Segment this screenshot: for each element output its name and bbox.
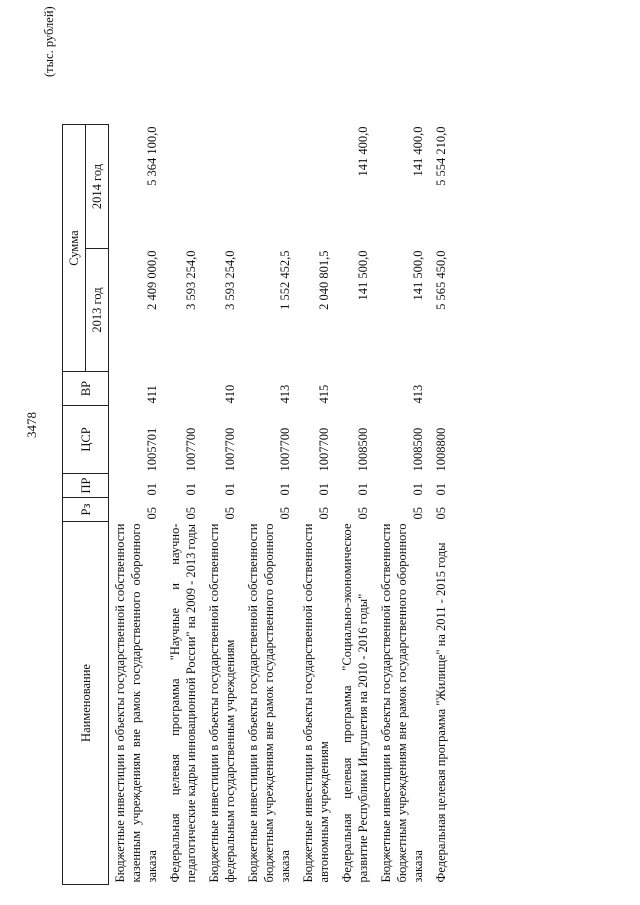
- row-2013: 141 500,0: [411, 250, 425, 301]
- row-2013: 2 040 801,5: [317, 250, 331, 310]
- row-pr: 01: [356, 483, 370, 496]
- row-2014: 141 400,0: [356, 126, 370, 177]
- row-rz: 05: [411, 507, 425, 520]
- page-number: 3478: [24, 412, 39, 438]
- row-vr: 415: [317, 384, 331, 404]
- units-note: (тыс. рублей): [42, 6, 56, 77]
- row-csr: 1007700: [278, 427, 292, 472]
- row-name: Бюджетные инвестиции в объекты государственной собственности бюджетным учреждениям вне рамок государственного оборонного заказа: [379, 523, 425, 883]
- table-row: [109, 125, 165, 885]
- row-name: Бюджетные инвестиции в объекты государственной собственности федеральным государственным учреждениям: [207, 523, 237, 883]
- row-name: Бюджетные инвестиции в объекты государственной собственности бюджетным учреждениям вне рамок государственного оборонного заказа: [246, 523, 292, 883]
- row-name: Федеральная целевая программа "Научные и научно-педагогические кадры инновационной России" на 2009 - 2013 годы: [168, 523, 198, 883]
- row-2014: [164, 125, 203, 249]
- row-rz: 05: [223, 507, 237, 520]
- row-vr: [430, 372, 453, 406]
- table-row: [242, 125, 297, 885]
- row-name: Федеральная целевая программа "Социально-экономическое развитие Республики Ингушетия на 2010 - 2016 годы": [340, 523, 370, 883]
- header-2014: 2014 год: [86, 125, 109, 249]
- table-header-row: [63, 125, 86, 885]
- table-row: [203, 125, 242, 885]
- row-rz: 05: [145, 507, 159, 520]
- row-name: Бюджетные инвестиции в объекты государственной собственности казенным учреждениям вне рамок государственного оборонного заказа: [113, 523, 159, 883]
- header-name: Наименование: [63, 522, 109, 885]
- row-2013: 5 565 450,0: [434, 250, 448, 310]
- row-2013: 1 552 452,5: [278, 250, 292, 310]
- header-csr: ЦСР: [63, 406, 109, 474]
- row-csr: 1008500: [411, 427, 425, 472]
- row-pr: 01: [223, 483, 237, 496]
- table-row: [336, 125, 375, 885]
- header-2013: 2013 год: [86, 249, 109, 372]
- row-vr: 413: [411, 384, 425, 404]
- row-2013: 3 593 254,0: [184, 250, 198, 310]
- row-rz: 05: [184, 507, 198, 520]
- row-csr: 1007700: [317, 427, 331, 472]
- row-2013: 3 593 254,0: [223, 250, 237, 310]
- header-vr: ВР: [63, 372, 109, 406]
- table-row: [430, 125, 453, 885]
- row-2013: 141 500,0: [356, 250, 370, 301]
- row-vr: 413: [278, 384, 292, 404]
- row-csr: 1005701: [145, 427, 159, 472]
- row-rz: 05: [317, 507, 331, 520]
- row-vr: 411: [145, 385, 159, 404]
- row-name: Федеральная целевая программа "Жилище" на 2011 - 2015 годы: [434, 542, 448, 883]
- row-pr: 01: [184, 483, 198, 496]
- row-2014: [242, 125, 297, 249]
- row-2014: 5 364 100,0: [145, 126, 159, 186]
- row-pr: 01: [317, 483, 331, 496]
- row-rz: 05: [278, 507, 292, 520]
- row-pr: 01: [434, 483, 448, 496]
- table-row: [375, 125, 430, 885]
- row-csr: 1007700: [184, 427, 198, 472]
- budget-table: [62, 124, 453, 885]
- header-pr: ПР: [63, 474, 109, 498]
- row-name: Бюджетные инвестиции в объекты государственной собственности автономным учреждениям: [301, 523, 331, 883]
- row-2014: 141 400,0: [411, 126, 425, 177]
- header-rz: Рз: [63, 498, 109, 522]
- row-pr: 01: [411, 483, 425, 496]
- row-rz: 05: [434, 507, 448, 520]
- row-vr: [164, 372, 203, 406]
- row-csr: 1008500: [356, 427, 370, 472]
- row-pr: 01: [278, 483, 292, 496]
- row-2013: 2 409 000,0: [145, 250, 159, 310]
- table-row: [164, 125, 203, 885]
- row-2014: 5 554 210,0: [434, 126, 448, 186]
- row-csr: 1007700: [223, 427, 237, 472]
- table-row: [297, 125, 336, 885]
- row-2014: [297, 125, 336, 249]
- row-2014: [203, 125, 242, 249]
- row-pr: 01: [145, 483, 159, 496]
- header-sum: Сумма: [63, 125, 86, 372]
- row-vr: 410: [223, 384, 237, 404]
- row-vr: [336, 372, 375, 406]
- row-csr: 1008800: [434, 427, 448, 472]
- row-rz: 05: [356, 507, 370, 520]
